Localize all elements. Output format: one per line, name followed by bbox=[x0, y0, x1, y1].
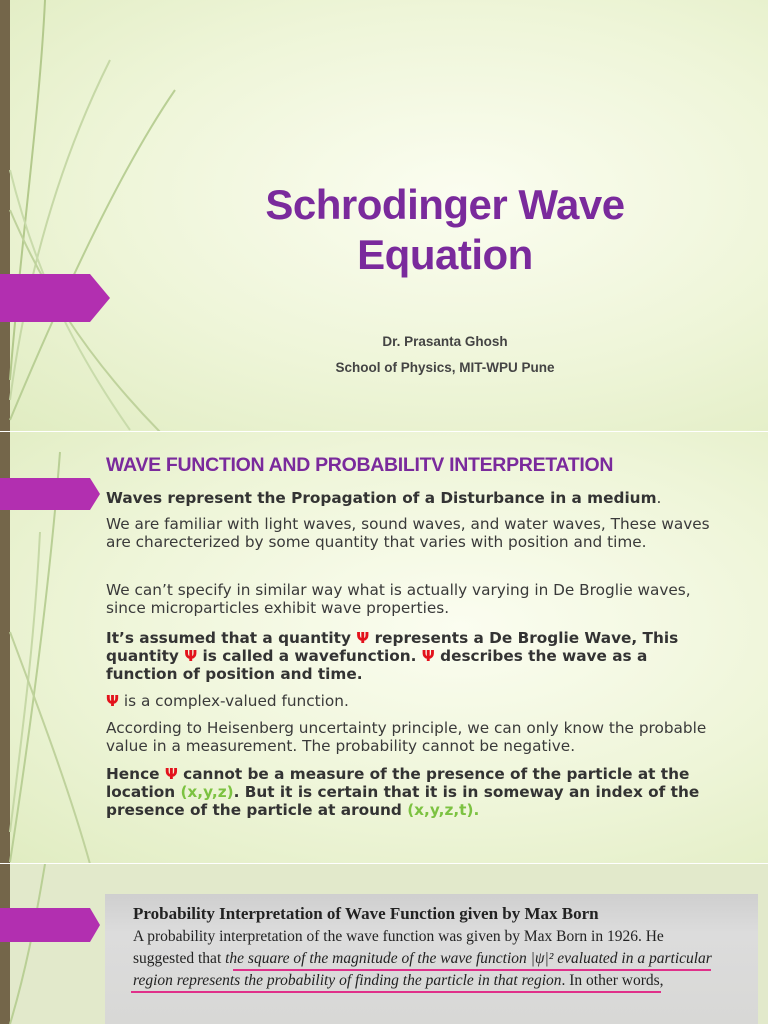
text-segment: describes the wave as a function of position and time. bbox=[106, 647, 648, 683]
section-heading: WAVE FUNCTION AND PROBABILITV INTERPRETATION bbox=[106, 454, 614, 476]
photo-line-3 bbox=[133, 972, 664, 990]
paragraph-de-broglie: We can’t specify in similar way what is actually varying in De Broglie waves, since microparticles exhibit wave properties. bbox=[106, 581, 691, 617]
title-line-2: Equation bbox=[357, 231, 533, 278]
coordinates-xyz: (x,y,z) bbox=[180, 783, 234, 801]
text-segment: cannot be a measure of the presence of the particle at the location bbox=[106, 765, 690, 801]
text-segment: It’s assumed that a quantity bbox=[106, 629, 357, 647]
psi-symbol: Ψ bbox=[184, 647, 198, 665]
pink-underline bbox=[233, 969, 711, 971]
psi-symbol: Ψ bbox=[421, 647, 435, 665]
paragraph-familiar-waves: We are familiar with light waves, sound waves, and water waves, These waves are charecterized by some quantity that varies with position and time. bbox=[106, 515, 710, 551]
psi-symbol: Ψ bbox=[356, 629, 370, 647]
italic-segment: the square of the magnitude of the wave function |ψ|² evaluated in a particular bbox=[225, 950, 712, 967]
paragraph-bold-text: Waves represent the Propagation of a Disturbance in a medium bbox=[106, 489, 657, 507]
tab-marker bbox=[0, 274, 110, 322]
paragraph-heisenberg: According to Heisenberg uncertainty principle, we can only know the probable value in a measurement. The probability cannot be negative. bbox=[106, 719, 707, 755]
text-segment: . But it is certain that it is in someway an index of the presence of the particle at around bbox=[106, 783, 700, 819]
psi-symbol: Ψ bbox=[164, 765, 178, 783]
tab-marker bbox=[0, 908, 110, 956]
title-slide bbox=[0, 0, 768, 432]
coordinates-xyzt: (x,y,z,t). bbox=[407, 801, 480, 819]
text-segment: represents a De Broglie Wave, This quantity bbox=[106, 629, 679, 665]
title-line-1: Schrodinger Wave bbox=[265, 181, 625, 228]
italic-segment: region represents the probability of finding the particle in that region bbox=[133, 972, 562, 989]
photo-line-1: A probability interpretation of the wave function was given by Max Born in 1926. He bbox=[133, 928, 664, 945]
paragraph-disturbance bbox=[106, 489, 721, 507]
photo-slide bbox=[0, 864, 768, 1024]
paragraph-end: . bbox=[656, 489, 662, 507]
paragraph-complex bbox=[106, 692, 721, 710]
slide-title bbox=[195, 180, 695, 280]
text-segment: suggested that bbox=[133, 950, 226, 967]
photo-line-2 bbox=[133, 950, 712, 968]
decorative-curves bbox=[0, 0, 200, 432]
tab-marker bbox=[0, 478, 110, 526]
photo-heading: Probability Interpretation of Wave Function given by Max Born bbox=[133, 904, 599, 923]
author-affiliation: School of Physics, MIT-WPU Pune bbox=[335, 360, 555, 375]
content-slide bbox=[0, 432, 768, 864]
text-segment: is called a wavefunction. bbox=[197, 647, 422, 665]
paragraph-hence bbox=[106, 765, 721, 819]
paragraph-wavefunction bbox=[106, 629, 721, 683]
psi-symbol: Ψ bbox=[106, 692, 119, 710]
text-segment: Hence bbox=[106, 765, 165, 783]
author-name: Dr. Prasanta Ghosh bbox=[382, 334, 508, 349]
textbook-photo bbox=[105, 894, 758, 1024]
pink-underline bbox=[131, 991, 661, 993]
text-segment: . In other words, bbox=[561, 972, 664, 989]
text-segment: is a complex-valued function. bbox=[119, 692, 349, 710]
